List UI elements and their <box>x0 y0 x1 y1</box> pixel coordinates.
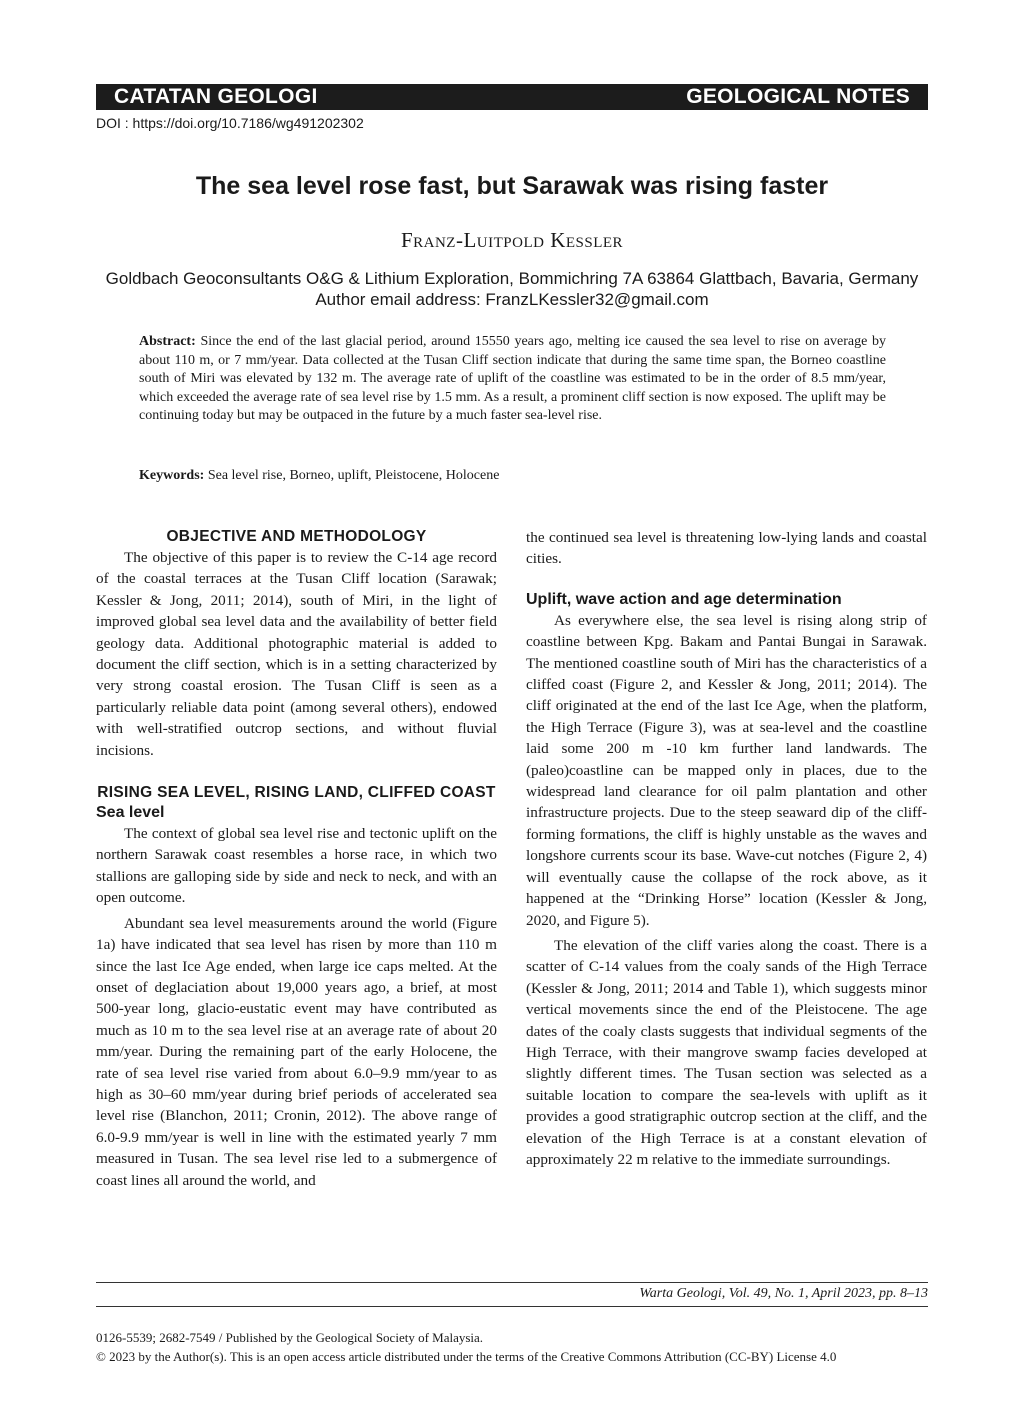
affiliation: Goldbach Geoconsultants O&G & Lithium Exploration, Bommichring 7A 63864 Glattbach, Bavaria, Germany <box>105 269 919 288</box>
affiliation-block <box>96 268 928 310</box>
header-left-label: CATATAN GEOLOGI <box>114 85 318 108</box>
paragraph-horse-race: The context of global sea level rise and tectonic uplift on the northern Sarawak coast resembles a horse race, in which two stallions are galloping side by side and neck to neck, and with an open outcome. <box>96 825 497 907</box>
abstract-label: Abstract: <box>139 334 196 349</box>
paragraph-sea-level-measurements: Abundant sea level measurements around the world (Figure 1a) have indicated that sea level has risen by more than 110 m since the last Ice Age ended, when large ice caps melted. At the onset of deglaciation about 19,000 years ago, a brief, at most 500-year long, glacio-eustatic event may have contributed as much as 10 m to the sea level rise at an average rate of about 20 mm/year. During the remaining part of the early Holocene, the rate of sea level rise varied from about 6.0–9.9 mm/year to as high as 30–60 mm/year during brief periods of accelerated sea level rise (Blanchon, 2011; Cronin, 2012). The above range of 6.0-9.9 mm/year is well in line with the estimated yearly 7 mm measured in Tusan. The sea level rise led to a submergence of coast lines all around the world, and <box>96 914 497 1189</box>
left-column <box>96 527 497 1191</box>
header-right-label: GEOLOGICAL NOTES <box>686 85 910 108</box>
paragraph-uplift: As everywhere else, the sea level is rising along strip of coastline between Kpg. Bakam and Pantai Bungai in Sarawak. The mentioned coastline south of Miri has the characteristics of a cliffed coast (Figure 2, and Kessler & Jong, 2011; 2014). The cliff originated at the end of the last Ice Age, when the platform, the High Terrace (Figure 3), was at sea-level and the coastline laid some 200 m -10 km further land landwards. The (paleo)coastline can be mapped only in places, due to the widespread land clearance for oil palm plantation and other infrastructure projects. Due to the steep seaward dip of the cliff-forming formations, the cliff is highly unstable as the waves and longshore currents scour its base. Wave-cut notches (Figure 2, 4) will eventually cause the collapse of the rock above, as it happened at the “Drinking Horse” location (Kessler & Jong, 2020, and Figure 5). <box>526 611 927 929</box>
header-bar <box>96 84 928 110</box>
footer-divider-top <box>96 1282 928 1283</box>
doi-link[interactable]: DOI : https://doi.org/10.7186/wg491202302 <box>96 115 364 131</box>
journal-citation: Warta Geologi, Vol. 49, No. 1, April 2023, pp. 8–13 <box>639 1286 928 1301</box>
paragraph-cliff-elevation: The elevation of the cliff varies along the coast. There is a scatter of C-14 values from the coaly sands of the High Terrace (Kessler & Jong, 2011; 2014 and Table 1), which suggests minor vertical movements since the end of the Pleistocene. The age dates of the coaly clasts suggests that individual segments of the High Terrace, with their mangrove swamp facies developed at slightly different times. The Tusan section was selected as a suitable location to compare the sea-levels with uplift as it provides a good stratigraphic outcrop section at the cliff, and the elevation of the High Terrace is at a constant elevation of approximately 22 m relative to the immediate surroundings. <box>526 936 927 1168</box>
section-heading-objective: OBJECTIVE AND METHODOLOGY <box>166 528 427 545</box>
footer-divider-bottom <box>96 1306 928 1307</box>
abstract <box>139 333 886 426</box>
author-name: Franz-Luitpold Kessler <box>400 228 624 252</box>
keywords-text: Sea level rise, Borneo, uplift, Pleistocene, Holocene <box>207 468 500 483</box>
license-notice: © 2023 by the Author(s). This is an open access article distributed under the terms of the Creative Commons Attribution (CC-BY) License 4.0 <box>96 1349 837 1364</box>
right-column <box>526 527 927 1170</box>
subheading-sea-level: Sea level <box>96 804 165 822</box>
paragraph-objective: The objective of this paper is to review the C-14 age record of the coastal terraces at the Tusan Cliff location (Sarawak; Kessler & Jong, 2011; 2014), south of Miri, in the light of improved global sea level data and the availability of better field geology data. Additional photographic material is added to document the cliff section, which is in a setting characterized by very strong coastal erosion. The Tusan Cliff is seen as a particularly reliable data point (among several others), endowed with well-stratified outcrop sections, and without fluvial incisions. <box>96 549 497 759</box>
abstract-text: Since the end of the last glacial period, around 15550 years ago, melting ice caused the sea level to rise on average by about 110 m, or 7 mm/year. Data collected at the Tusan Cliff section indicate that during the same time span, the Borneo coastline south of Miri was elevated by 132 m. The average rate of uplift of the coastline was estimated to be in the order of 8.5 mm/year, which exceeded the average rate of sea level rise by 1.5 mm. As a result, a prominent cliff section is now exposed. The uplift may be continuing today but may be outpaced in the future by a much faster sea-level rise. <box>139 334 887 424</box>
paragraph-continued: the continued sea level is threatening low-lying lands and coastal cities. <box>526 529 927 568</box>
issn-publisher: 0126-5539; 2682-7549 / Published by the Geological Society of Malaysia. <box>96 1330 484 1345</box>
subheading-uplift: Uplift, wave action and age determination <box>526 590 842 608</box>
section-heading-rising-sea-level: RISING SEA LEVEL, RISING LAND, CLIFFED COAST <box>97 784 496 802</box>
author-email: Author email address: FranzLKessler32@gmail.com <box>315 290 709 309</box>
keywords-label: Keywords: <box>139 468 205 483</box>
paper-title: The sea level rose fast, but Sarawak was rising faster <box>195 172 829 200</box>
keywords <box>139 468 886 484</box>
